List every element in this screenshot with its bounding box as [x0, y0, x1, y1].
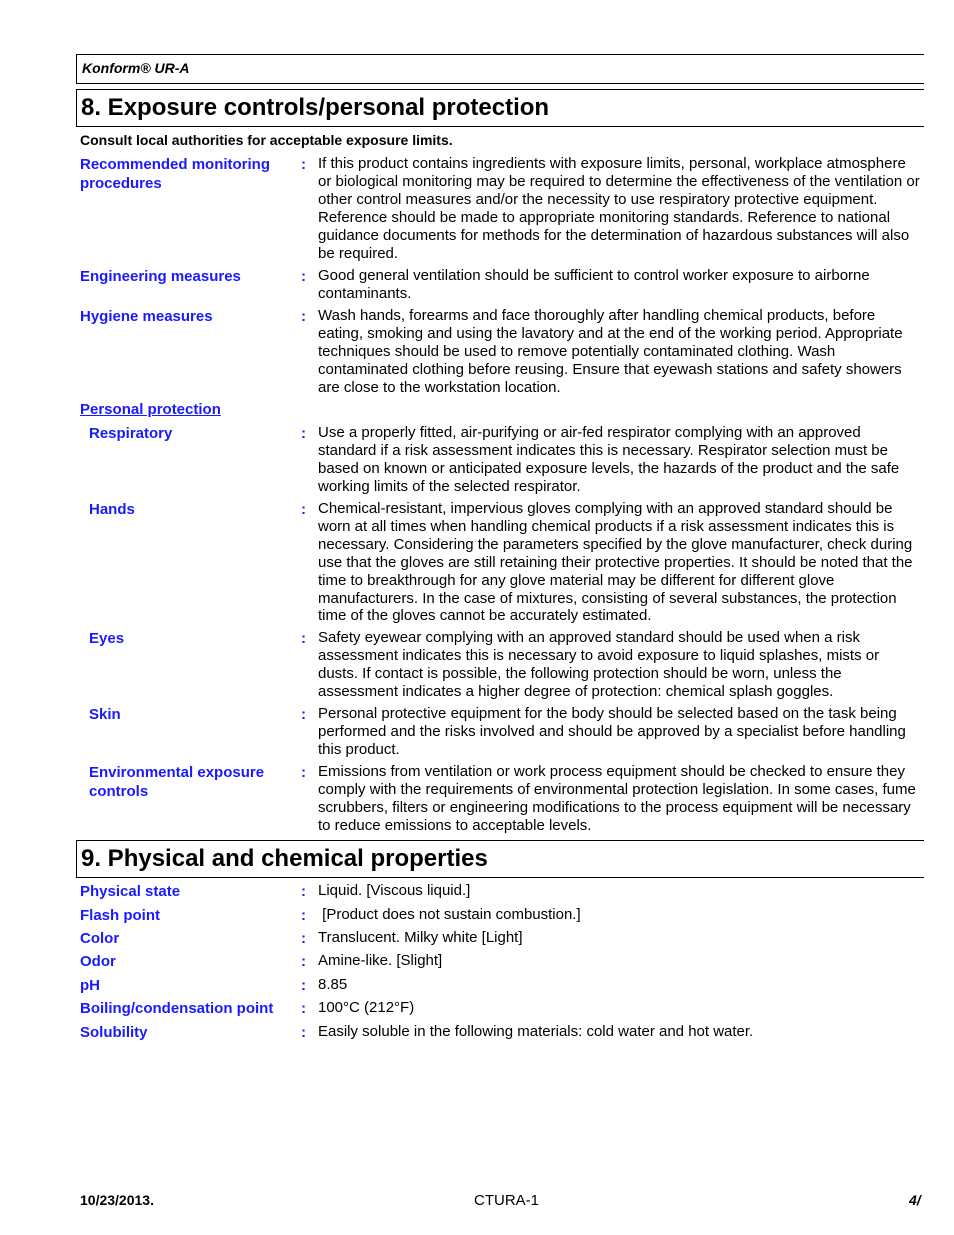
engineering-value: Good general ventilation should be sufficient to control worker exposure to airborne contaminants. — [318, 267, 870, 302]
colon: : — [301, 764, 306, 781]
odor-value: Amine-like. [Slight] — [318, 952, 443, 969]
colon: : — [301, 930, 306, 947]
monitoring-label: Recommended monitoring procedures — [80, 156, 271, 192]
hands-label: Hands — [89, 501, 135, 518]
exposure-limits-note: Consult local authorities for acceptable exposure limits. — [80, 132, 453, 148]
product-name: Konform® UR-A — [82, 60, 190, 76]
personal-protection-link[interactable]: Personal protection — [80, 401, 221, 418]
boiling-point-label: Boiling/condensation point — [80, 1000, 274, 1017]
colon: : — [301, 501, 306, 518]
flash-point-label: Flash point — [80, 907, 160, 924]
section-8-title: 8. Exposure controls/personal protection — [76, 89, 924, 127]
colon: : — [301, 1024, 306, 1041]
footer-date: 10/23/2013. — [80, 1192, 154, 1208]
section-9-title: 9. Physical and chemical properties — [76, 840, 924, 878]
colon: : — [301, 706, 306, 723]
skin-label: Skin — [89, 706, 121, 723]
odor-label: Odor — [80, 953, 116, 970]
engineering-label: Engineering measures — [80, 268, 241, 285]
colon: : — [301, 630, 306, 647]
colon: : — [301, 1000, 306, 1017]
respiratory-value: Use a properly fitted, air-purifying or air-fed respirator complying with an approved standard if a risk assessment indicates this is necessary. Respirator selection must be based on known or anticipated exposure levels, the hazards of the product and the safe working limits of the selected respirator. — [318, 424, 900, 495]
hands-value: Chemical-resistant, impervious gloves complying with an approved standard should be worn at all times when handling chemical products if a risk assessment indicates this is necessary. Considering the parameters specified by the glove manufacturer, check during use that the gloves are still retaining their protective properties. It should be noted that the time to breakthrough for any glove material may be different for different glove manufacturers. In the case of mixtures, consisting of several substances, the protection time of the gloves cannot be accurately estimated. — [318, 500, 913, 625]
solubility-label: Solubility — [80, 1024, 148, 1041]
hygiene-label: Hygiene measures — [80, 308, 213, 325]
colon: : — [301, 883, 306, 900]
colon: : — [301, 977, 306, 994]
ph-label: pH — [80, 977, 100, 994]
eyes-label: Eyes — [89, 630, 125, 647]
colon: : — [301, 907, 306, 924]
document-header — [76, 54, 924, 84]
eyes-value: Safety eyewear complying with an approved standard should be used when a risk assessment indicates this is necessary to avoid exposure to liquid splashes, mists or dusts. If contact is possible, the following protection should be worn, unless the assessment indicates a higher degree of protection: chemical splash goggles. — [318, 629, 880, 700]
respiratory-label: Respiratory — [89, 425, 173, 442]
color-value: Translucent. Milky white [Light] — [318, 929, 523, 946]
hygiene-value: Wash hands, forearms and face thoroughly after handling chemical products, before eating, smoking and using the lavatory and at the end of the working period. Appropriate techniques should be used to remove potentially contaminated clothing. Wash contaminated clothing before reusing. Ensure that eyewash stations and safety showers are close to the workstation location. — [318, 307, 903, 396]
colon: : — [301, 425, 306, 442]
environmental-label: Environmental exposure controls — [89, 764, 265, 800]
footer-page-number: 4/ — [909, 1192, 921, 1208]
colon: : — [301, 953, 306, 970]
colon: : — [301, 156, 306, 173]
physical-state-label: Physical state — [80, 883, 181, 900]
environmental-value: Emissions from ventilation or work process equipment should be checked to ensure they comply with the requirements of environmental protection legislation. In some cases, fume scrubbers, filters or engineering modifications to the process equipment will be necessary to reduce emissions to acceptable levels. — [318, 763, 916, 834]
color-label: Color — [80, 930, 120, 947]
colon: : — [301, 268, 306, 285]
physical-state-value: Liquid. [Viscous liquid.] — [318, 882, 471, 899]
skin-value: Personal protective equipment for the body should be selected based on the task being performed and the risks involved and should be approved by a specialist before handling this product. — [318, 705, 906, 758]
colon: : — [301, 308, 306, 325]
monitoring-value: If this product contains ingredients with exposure limits, personal, workplace atmosphere or biological monitoring may be required to determine the effectiveness of the ventilation or other control measures and/or the necessity to use respiratory protective equipment. Reference should be made to appropriate monitoring standards. Reference to national guidance documents for methods for the determination of hazardous substances will also be required. — [318, 155, 920, 262]
footer-document-code: CTURA-1 — [474, 1192, 540, 1209]
solubility-value: Easily soluble in the following materials: cold water and hot water. — [318, 1023, 754, 1040]
ph-value: 8.85 — [318, 976, 348, 993]
flash-point-value: [Product does not sustain combustion.] — [318, 906, 581, 923]
boiling-point-value: 100°C (212°F) — [318, 999, 415, 1016]
